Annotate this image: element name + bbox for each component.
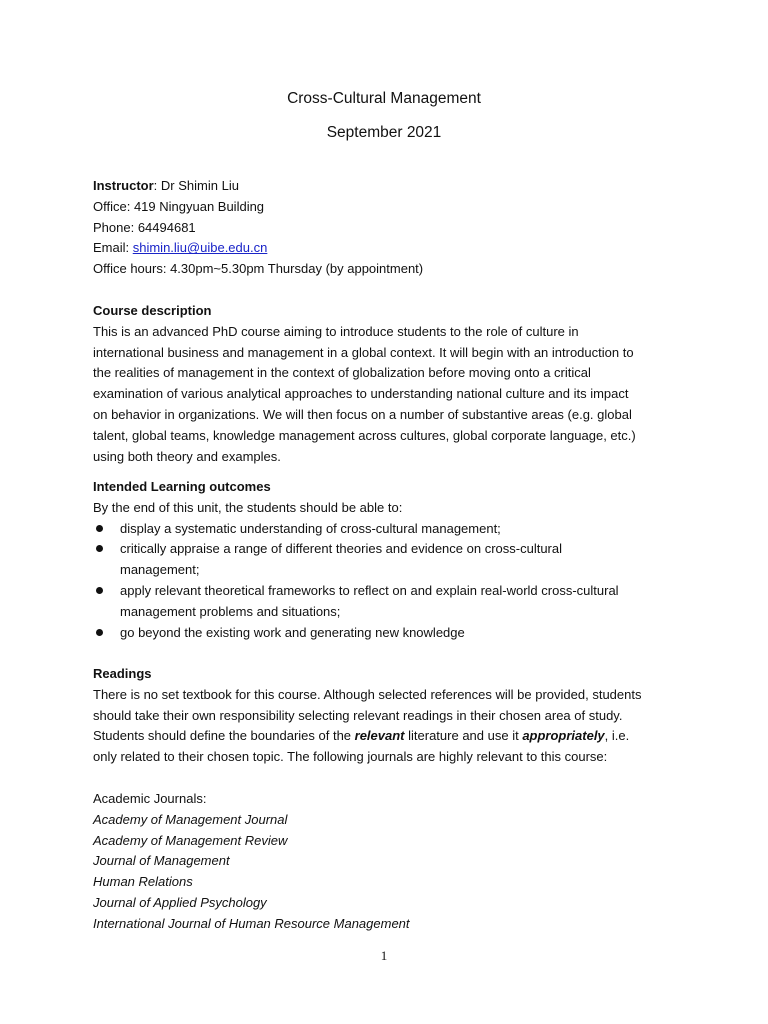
- course-description-section: [93, 301, 683, 467]
- journal-item: Journal of Applied Psychology: [93, 894, 267, 910]
- journal-item: International Journal of Human Resource Management: [93, 915, 410, 931]
- readings-section: [93, 664, 683, 768]
- journal-item: Academy of Management Journal: [93, 811, 288, 827]
- course-description-heading: Course description: [93, 303, 212, 318]
- list-item-text: apply relevant theoretical frameworks to reflect on and explain real-world cross-cultural: [120, 582, 619, 598]
- readings-emphasis: appropriately: [522, 728, 605, 744]
- learning-outcomes-intro: By the end of this unit, the students should be able to:: [93, 499, 403, 515]
- learning-outcomes-list: [93, 519, 683, 644]
- list-item: [93, 519, 683, 540]
- course-description-line: talent, global teams, knowledge management across cultures, global corporate language, etc.): [93, 427, 636, 443]
- bullet-icon: [96, 587, 103, 594]
- instructor-line: [93, 176, 683, 197]
- list-item-text: management problems and situations;: [120, 603, 341, 619]
- readings-line: should take their own responsibility selecting relevant readings in their chosen area of study.: [93, 707, 623, 723]
- course-description-line: on behavior in organizations. We will then focus on a number of substantive areas (e.g. global: [93, 406, 632, 422]
- page-number: 1: [380, 948, 388, 963]
- readings-text: literature and use it: [404, 728, 523, 744]
- course-description-line: international business and management in a global context. It will begin with an introduction to: [93, 344, 634, 360]
- office-line: Office: 419 Ningyuan Building: [93, 198, 265, 214]
- readings-line: There is no set textbook for this course. Although selected references will be provided, students: [93, 686, 642, 702]
- phone-line: Phone: 64494681: [93, 219, 196, 235]
- readings-line: [93, 726, 683, 747]
- bullet-icon: [96, 629, 103, 636]
- email-line: [93, 238, 683, 259]
- course-description-line: the realities of management in the context of globalization before moving onto a critical: [93, 365, 591, 381]
- instructor-separator: :: [153, 178, 161, 193]
- bullet-icon: [96, 545, 103, 552]
- learning-outcomes-heading: Intended Learning outcomes: [93, 479, 271, 494]
- list-item-text: critically appraise a range of different theories and evidence on cross-cultural: [120, 541, 562, 557]
- readings-line: only related to their chosen topic. The following journals are highly relevant to this course:: [93, 749, 608, 765]
- readings-emphasis: relevant: [354, 728, 405, 744]
- journals-heading: Academic Journals:: [93, 791, 207, 806]
- list-item: [93, 539, 683, 581]
- instructor-label: Instructor: [93, 178, 154, 193]
- list-item: [93, 581, 683, 623]
- journal-item: Journal of Management: [93, 853, 230, 869]
- readings-text: Students should define the boundaries of the: [93, 728, 355, 744]
- bullet-icon: [96, 525, 103, 532]
- email-link[interactable]: shimin.liu@uibe.edu.cn: [132, 240, 268, 256]
- list-item-text: display a systematic understanding of cross-cultural management;: [120, 520, 501, 536]
- instructor-block: [93, 176, 683, 280]
- list-item: [93, 623, 683, 644]
- office-hours-line: Office hours: 4.30pm~5.30pm Thursday (by appointment): [93, 261, 424, 277]
- instructor-name: Dr Shimin Liu: [160, 178, 239, 193]
- document-subtitle: September 2021: [326, 124, 442, 141]
- readings-text: , i.e.: [604, 728, 630, 744]
- course-description-line: examination of various analytical approaches to understanding national culture and its impact: [93, 386, 629, 402]
- email-label: Email:: [93, 240, 133, 256]
- document-title: Cross-Cultural Management: [287, 90, 481, 107]
- journal-item: Academy of Management Review: [93, 832, 288, 848]
- course-description-line: This is an advanced PhD course aiming to introduce students to the role of culture in: [93, 323, 579, 339]
- course-description-line: using both theory and examples.: [93, 448, 281, 464]
- journals-section: [93, 789, 683, 935]
- list-item-text: go beyond the existing work and generating new knowledge: [120, 624, 465, 640]
- journal-item: Human Relations: [93, 874, 193, 890]
- readings-heading: Readings: [93, 666, 152, 681]
- learning-outcomes-section: [93, 477, 683, 643]
- list-item-text: management;: [120, 562, 200, 578]
